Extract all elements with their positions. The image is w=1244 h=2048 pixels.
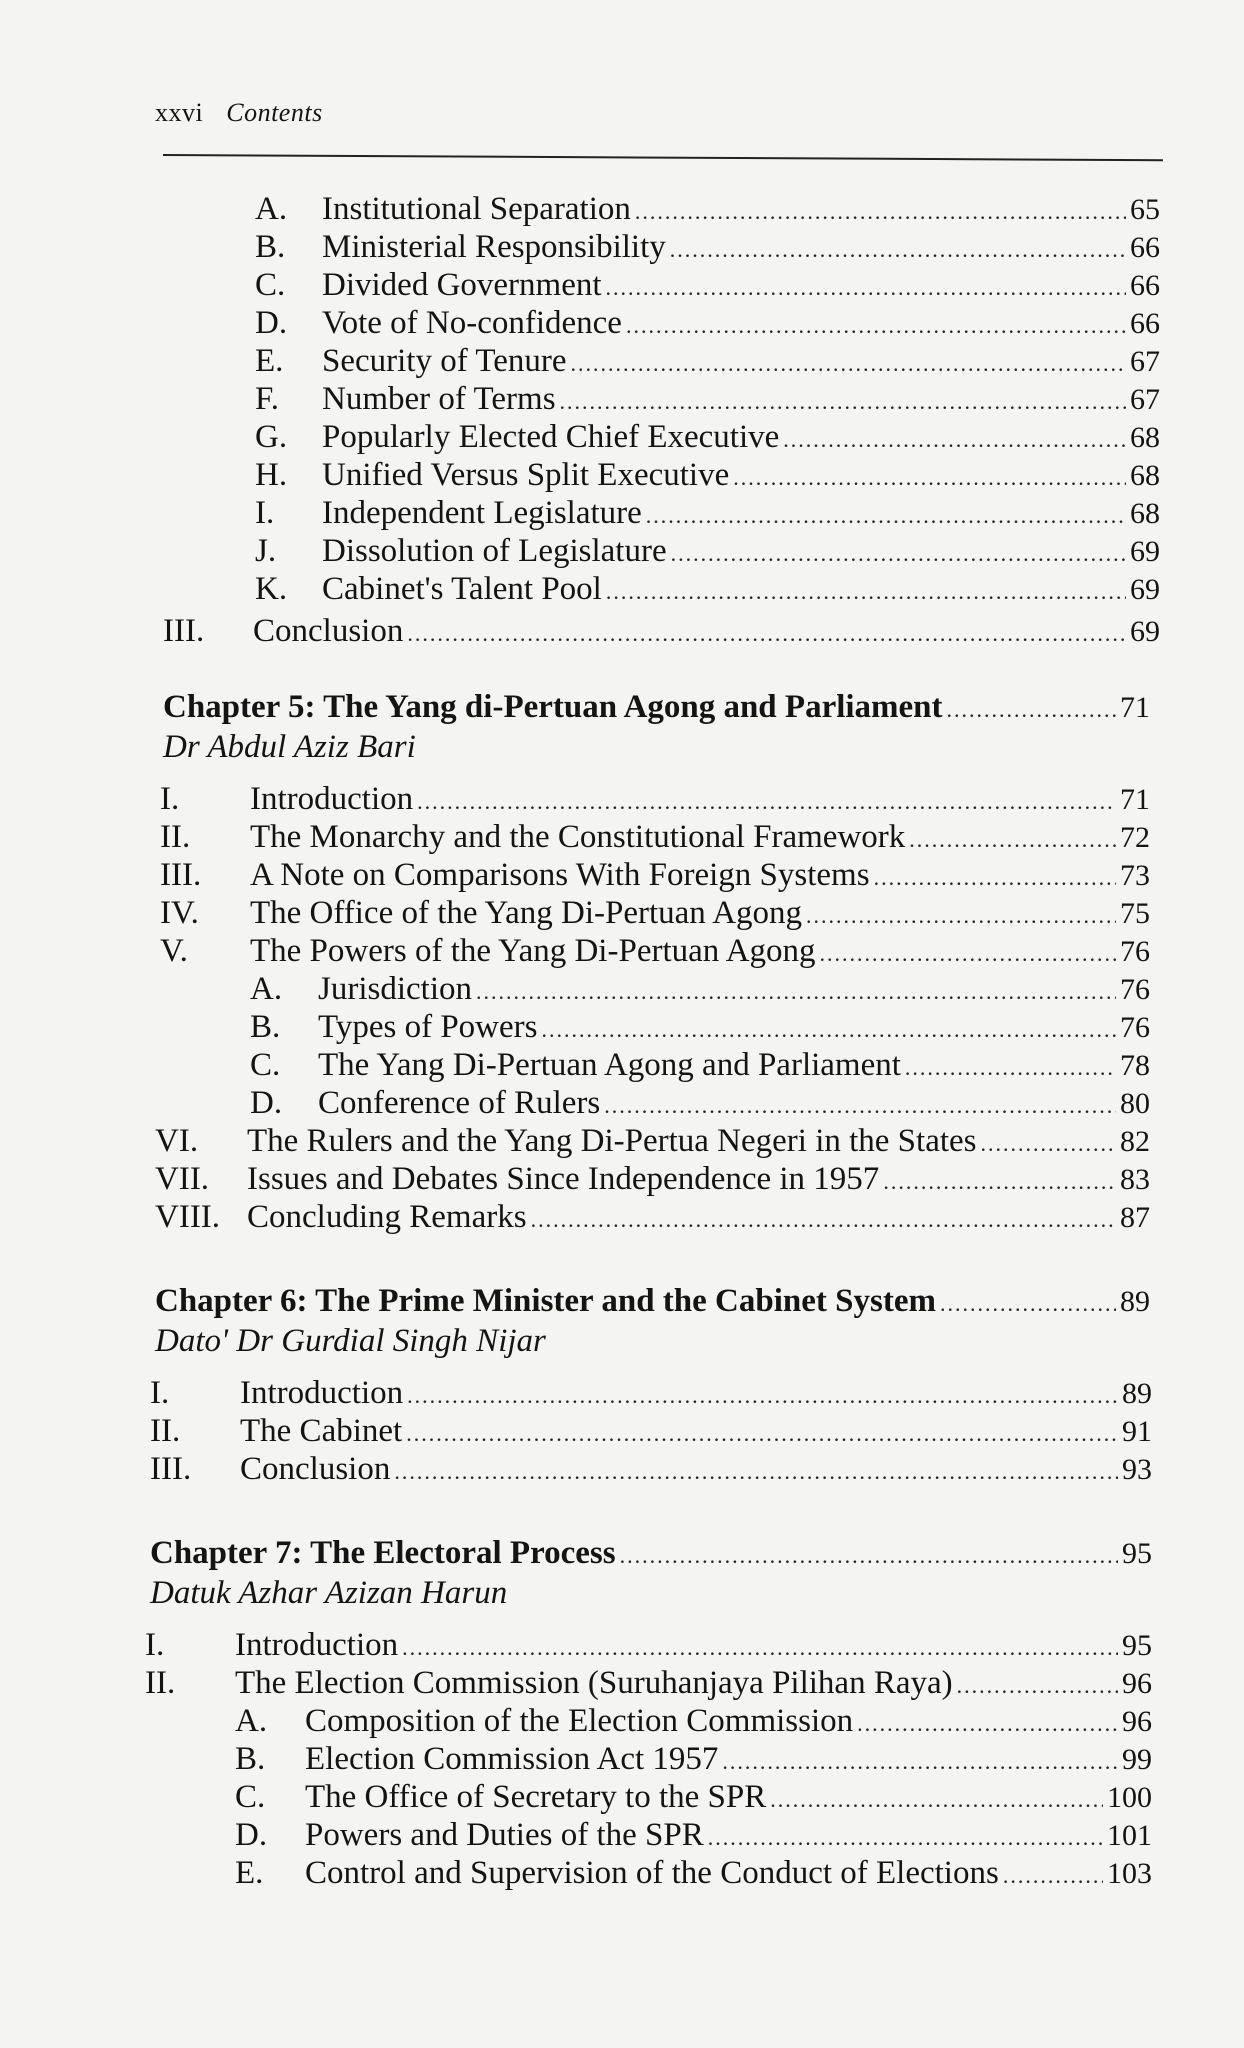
toc-entry bbox=[255, 304, 1160, 345]
toc-entry bbox=[255, 456, 1160, 497]
dot-leader bbox=[646, 497, 1126, 535]
entry-page-number: 68 bbox=[1130, 459, 1160, 492]
entry-number: II. bbox=[160, 819, 191, 855]
dot-leader bbox=[606, 573, 1126, 611]
entry-title: Chapter 7: The Electoral Process bbox=[150, 1535, 616, 1571]
entry-page-number: 76 bbox=[1120, 1011, 1150, 1044]
entry-page-number: 71 bbox=[1120, 691, 1150, 724]
toc-entry bbox=[235, 1740, 1152, 1781]
entry-page-number: 66 bbox=[1130, 269, 1160, 302]
entry-title: The Monarchy and the Constitutional Framework bbox=[250, 819, 906, 855]
entry-number: A. bbox=[255, 191, 288, 227]
entry-title: Issues and Debates Since Independence in 1957 bbox=[247, 1161, 880, 1197]
entry-number: II. bbox=[145, 1665, 176, 1701]
toc-entry bbox=[250, 1084, 1150, 1125]
toc-entry bbox=[250, 1008, 1150, 1049]
toc-entry bbox=[255, 570, 1160, 611]
dot-leader bbox=[476, 973, 1116, 1011]
entry-title: Institutional Separation bbox=[322, 191, 631, 227]
entry-title: Jurisdiction bbox=[318, 971, 472, 1007]
entry-page-number: 69 bbox=[1130, 573, 1160, 606]
dot-leader bbox=[635, 193, 1126, 231]
chapter-author: Dato' Dr Gurdial Singh Nijar bbox=[155, 1323, 546, 1359]
entry-title: Election Commission Act 1957 bbox=[305, 1741, 719, 1777]
toc-entry bbox=[160, 894, 1150, 935]
entry-page-number: 83 bbox=[1120, 1163, 1150, 1196]
chapter-author: Datuk Azhar Azizan Harun bbox=[150, 1575, 508, 1611]
toc-entry bbox=[255, 418, 1160, 459]
toc-entry bbox=[163, 612, 1160, 653]
entry-number: K. bbox=[255, 571, 288, 607]
chapter-heading bbox=[150, 1534, 1152, 1575]
toc-entry bbox=[255, 266, 1160, 307]
entry-title: Conference of Rulers bbox=[318, 1085, 601, 1121]
entry-title: Dissolution of Legislature bbox=[322, 533, 667, 569]
entry-title: The Rulers and the Yang Di-Pertua Negeri in the States bbox=[247, 1123, 977, 1159]
toc-entry bbox=[145, 1664, 1152, 1705]
toc-entry bbox=[235, 1854, 1152, 1895]
entry-page-number: 65 bbox=[1130, 193, 1160, 226]
toc-entry bbox=[155, 1122, 1150, 1163]
entry-title: The Cabinet bbox=[240, 1413, 403, 1449]
toc-entry bbox=[160, 780, 1150, 821]
toc-entry bbox=[255, 190, 1160, 231]
entry-title: The Yang Di-Pertuan Agong and Parliament bbox=[318, 1047, 901, 1083]
entry-number: A. bbox=[250, 971, 283, 1007]
dot-leader bbox=[417, 783, 1116, 821]
entry-number: I. bbox=[150, 1375, 170, 1411]
dot-leader bbox=[531, 1201, 1116, 1239]
entry-number: E. bbox=[235, 1855, 264, 1891]
toc-entry bbox=[160, 818, 1150, 859]
entry-page-number: 67 bbox=[1130, 345, 1160, 378]
dot-leader bbox=[883, 1163, 1116, 1201]
entry-title: Cabinet's Talent Pool bbox=[322, 571, 602, 607]
entry-title: Security of Tenure bbox=[322, 343, 567, 379]
entry-title: Conclusion bbox=[240, 1451, 391, 1487]
entry-number: A. bbox=[235, 1703, 268, 1739]
toc-entry bbox=[235, 1816, 1152, 1857]
entry-title: Concluding Remarks bbox=[247, 1199, 527, 1235]
entry-number: I. bbox=[160, 781, 180, 817]
entry-title: Chapter 5: The Yang di-Pertuan Agong and Parliament bbox=[163, 689, 943, 725]
entry-number: D. bbox=[235, 1817, 268, 1853]
entry-title: The Election Commission (Suruhanjaya Pilihan Raya) bbox=[235, 1665, 953, 1701]
entry-page-number: 71 bbox=[1120, 783, 1150, 816]
dot-leader bbox=[542, 1011, 1117, 1049]
entry-page-number: 78 bbox=[1120, 1049, 1150, 1082]
dot-leader bbox=[981, 1125, 1116, 1163]
entry-page-number: 67 bbox=[1130, 383, 1160, 416]
dot-leader bbox=[606, 269, 1126, 307]
entry-number: VI. bbox=[155, 1123, 199, 1159]
dot-leader bbox=[820, 935, 1116, 973]
entry-title: Conclusion bbox=[253, 613, 404, 649]
entry-number: III. bbox=[150, 1451, 192, 1487]
entry-page-number: 101 bbox=[1107, 1819, 1152, 1852]
entry-page-number: 89 bbox=[1120, 1285, 1150, 1318]
toc-entry bbox=[155, 1160, 1150, 1201]
toc-entry bbox=[235, 1702, 1152, 1743]
entry-title: Introduction bbox=[240, 1375, 404, 1411]
toc-entry bbox=[255, 228, 1160, 269]
entry-title: Vote of No-confidence bbox=[322, 305, 622, 341]
entry-number: H. bbox=[255, 457, 288, 493]
entry-number: B. bbox=[250, 1009, 281, 1045]
entry-page-number: 96 bbox=[1122, 1667, 1152, 1700]
entry-page-number: 87 bbox=[1120, 1201, 1150, 1234]
dot-leader bbox=[670, 231, 1126, 269]
entry-number: C. bbox=[255, 267, 286, 303]
toc-entry bbox=[250, 1046, 1150, 1087]
entry-page-number: 68 bbox=[1130, 421, 1160, 454]
toc-entry bbox=[235, 1778, 1152, 1819]
chapter-author: Dr Abdul Aziz Bari bbox=[163, 729, 416, 765]
entry-page-number: 75 bbox=[1120, 897, 1150, 930]
page-folio: xxvi bbox=[155, 98, 204, 127]
dot-leader bbox=[620, 1537, 1118, 1575]
dot-leader bbox=[722, 1743, 1118, 1781]
entry-title: Types of Powers bbox=[318, 1009, 538, 1045]
entry-page-number: 66 bbox=[1130, 231, 1160, 264]
dot-leader bbox=[905, 1049, 1116, 1087]
toc-entry bbox=[255, 494, 1160, 535]
entry-page-number: 69 bbox=[1130, 615, 1160, 648]
dot-leader bbox=[783, 421, 1126, 459]
dot-leader bbox=[571, 345, 1126, 383]
toc-entry bbox=[145, 1626, 1152, 1667]
entry-title: Introduction bbox=[250, 781, 414, 817]
chapter-heading bbox=[163, 688, 1150, 729]
toc-entry bbox=[255, 342, 1160, 383]
entry-number: III. bbox=[163, 613, 205, 649]
dot-leader bbox=[402, 1629, 1118, 1667]
entry-number: E. bbox=[255, 343, 284, 379]
entry-title: Ministerial Responsibility bbox=[322, 229, 666, 265]
entry-title: Powers and Duties of the SPR bbox=[305, 1817, 704, 1853]
dot-leader bbox=[626, 307, 1126, 345]
entry-page-number: 99 bbox=[1122, 1743, 1152, 1776]
entry-number: C. bbox=[250, 1047, 281, 1083]
dot-leader bbox=[407, 615, 1126, 653]
dot-leader bbox=[708, 1819, 1103, 1857]
toc-entry bbox=[155, 1198, 1150, 1239]
dot-leader bbox=[947, 691, 1116, 729]
entry-page-number: 91 bbox=[1122, 1415, 1152, 1448]
running-head bbox=[155, 98, 323, 128]
entry-title: Independent Legislature bbox=[322, 495, 642, 531]
entry-page-number: 80 bbox=[1120, 1087, 1150, 1120]
entry-title: The Office of the Yang Di-Pertuan Agong bbox=[250, 895, 803, 931]
dot-leader bbox=[407, 1377, 1118, 1415]
dot-leader bbox=[560, 383, 1126, 421]
toc-entry bbox=[255, 532, 1160, 573]
dot-leader bbox=[406, 1415, 1118, 1453]
entry-title: A Note on Comparisons With Foreign Systems bbox=[250, 857, 870, 893]
entry-number: D. bbox=[250, 1085, 283, 1121]
header-rule bbox=[163, 154, 1163, 161]
entry-title: Number of Terms bbox=[322, 381, 556, 417]
entry-page-number: 96 bbox=[1122, 1705, 1152, 1738]
running-head-title: Contents bbox=[226, 98, 323, 127]
toc-entry bbox=[150, 1450, 1152, 1491]
chapter-heading bbox=[155, 1282, 1150, 1323]
entry-title: Unified Versus Split Executive bbox=[322, 457, 730, 493]
toc-entry bbox=[150, 1374, 1152, 1415]
entry-title: Introduction bbox=[235, 1627, 399, 1663]
dot-leader bbox=[604, 1087, 1116, 1125]
dot-leader bbox=[874, 859, 1116, 897]
dot-leader bbox=[909, 821, 1116, 859]
dot-leader bbox=[394, 1453, 1118, 1491]
entry-number: F. bbox=[255, 381, 279, 417]
entry-title: Control and Supervision of the Conduct of Elections bbox=[305, 1855, 999, 1891]
entry-page-number: 68 bbox=[1130, 497, 1160, 530]
entry-number: G. bbox=[255, 419, 288, 455]
entry-title: The Office of Secretary to the SPR bbox=[305, 1779, 767, 1815]
entry-page-number: 95 bbox=[1122, 1629, 1152, 1662]
entry-number: I. bbox=[145, 1627, 165, 1663]
toc-entry bbox=[160, 856, 1150, 897]
entry-page-number: 72 bbox=[1120, 821, 1150, 854]
dot-leader bbox=[733, 459, 1126, 497]
entry-title: Chapter 6: The Prime Minister and the Cabinet System bbox=[155, 1283, 936, 1319]
entry-number: C. bbox=[235, 1779, 266, 1815]
dot-leader bbox=[1003, 1857, 1103, 1895]
entry-title: Divided Government bbox=[322, 267, 602, 303]
dot-leader bbox=[770, 1781, 1103, 1819]
entry-page-number: 95 bbox=[1122, 1537, 1152, 1570]
dot-leader bbox=[806, 897, 1116, 935]
entry-page-number: 69 bbox=[1130, 535, 1160, 568]
entry-page-number: 100 bbox=[1107, 1781, 1152, 1814]
toc-entry bbox=[150, 1412, 1152, 1453]
entry-number: J. bbox=[255, 533, 277, 569]
entry-title: Composition of the Election Commission bbox=[305, 1703, 854, 1739]
entry-number: D. bbox=[255, 305, 288, 341]
entry-number: B. bbox=[235, 1741, 266, 1777]
entry-title: The Powers of the Yang Di-Pertuan Agong bbox=[250, 933, 816, 969]
entry-number: III. bbox=[160, 857, 202, 893]
entry-page-number: 66 bbox=[1130, 307, 1160, 340]
entry-page-number: 73 bbox=[1120, 859, 1150, 892]
dot-leader bbox=[957, 1667, 1118, 1705]
entry-page-number: 76 bbox=[1120, 973, 1150, 1006]
entry-number: VIII. bbox=[155, 1199, 221, 1235]
entry-number: B. bbox=[255, 229, 286, 265]
entry-page-number: 93 bbox=[1122, 1453, 1152, 1486]
entry-page-number: 76 bbox=[1120, 935, 1150, 968]
toc-entry bbox=[160, 932, 1150, 973]
entry-number: VII. bbox=[155, 1161, 210, 1197]
dot-leader bbox=[671, 535, 1126, 573]
entry-page-number: 82 bbox=[1120, 1125, 1150, 1158]
dot-leader bbox=[857, 1705, 1118, 1743]
entry-title: Popularly Elected Chief Executive bbox=[322, 419, 780, 455]
entry-number: I. bbox=[255, 495, 275, 531]
dot-leader bbox=[940, 1285, 1116, 1323]
toc-entry bbox=[250, 970, 1150, 1011]
entry-page-number: 103 bbox=[1107, 1857, 1152, 1890]
entry-number: V. bbox=[160, 933, 188, 969]
entry-number: IV. bbox=[160, 895, 199, 931]
toc-entry bbox=[255, 380, 1160, 421]
entry-page-number: 89 bbox=[1122, 1377, 1152, 1410]
entry-number: II. bbox=[150, 1413, 181, 1449]
